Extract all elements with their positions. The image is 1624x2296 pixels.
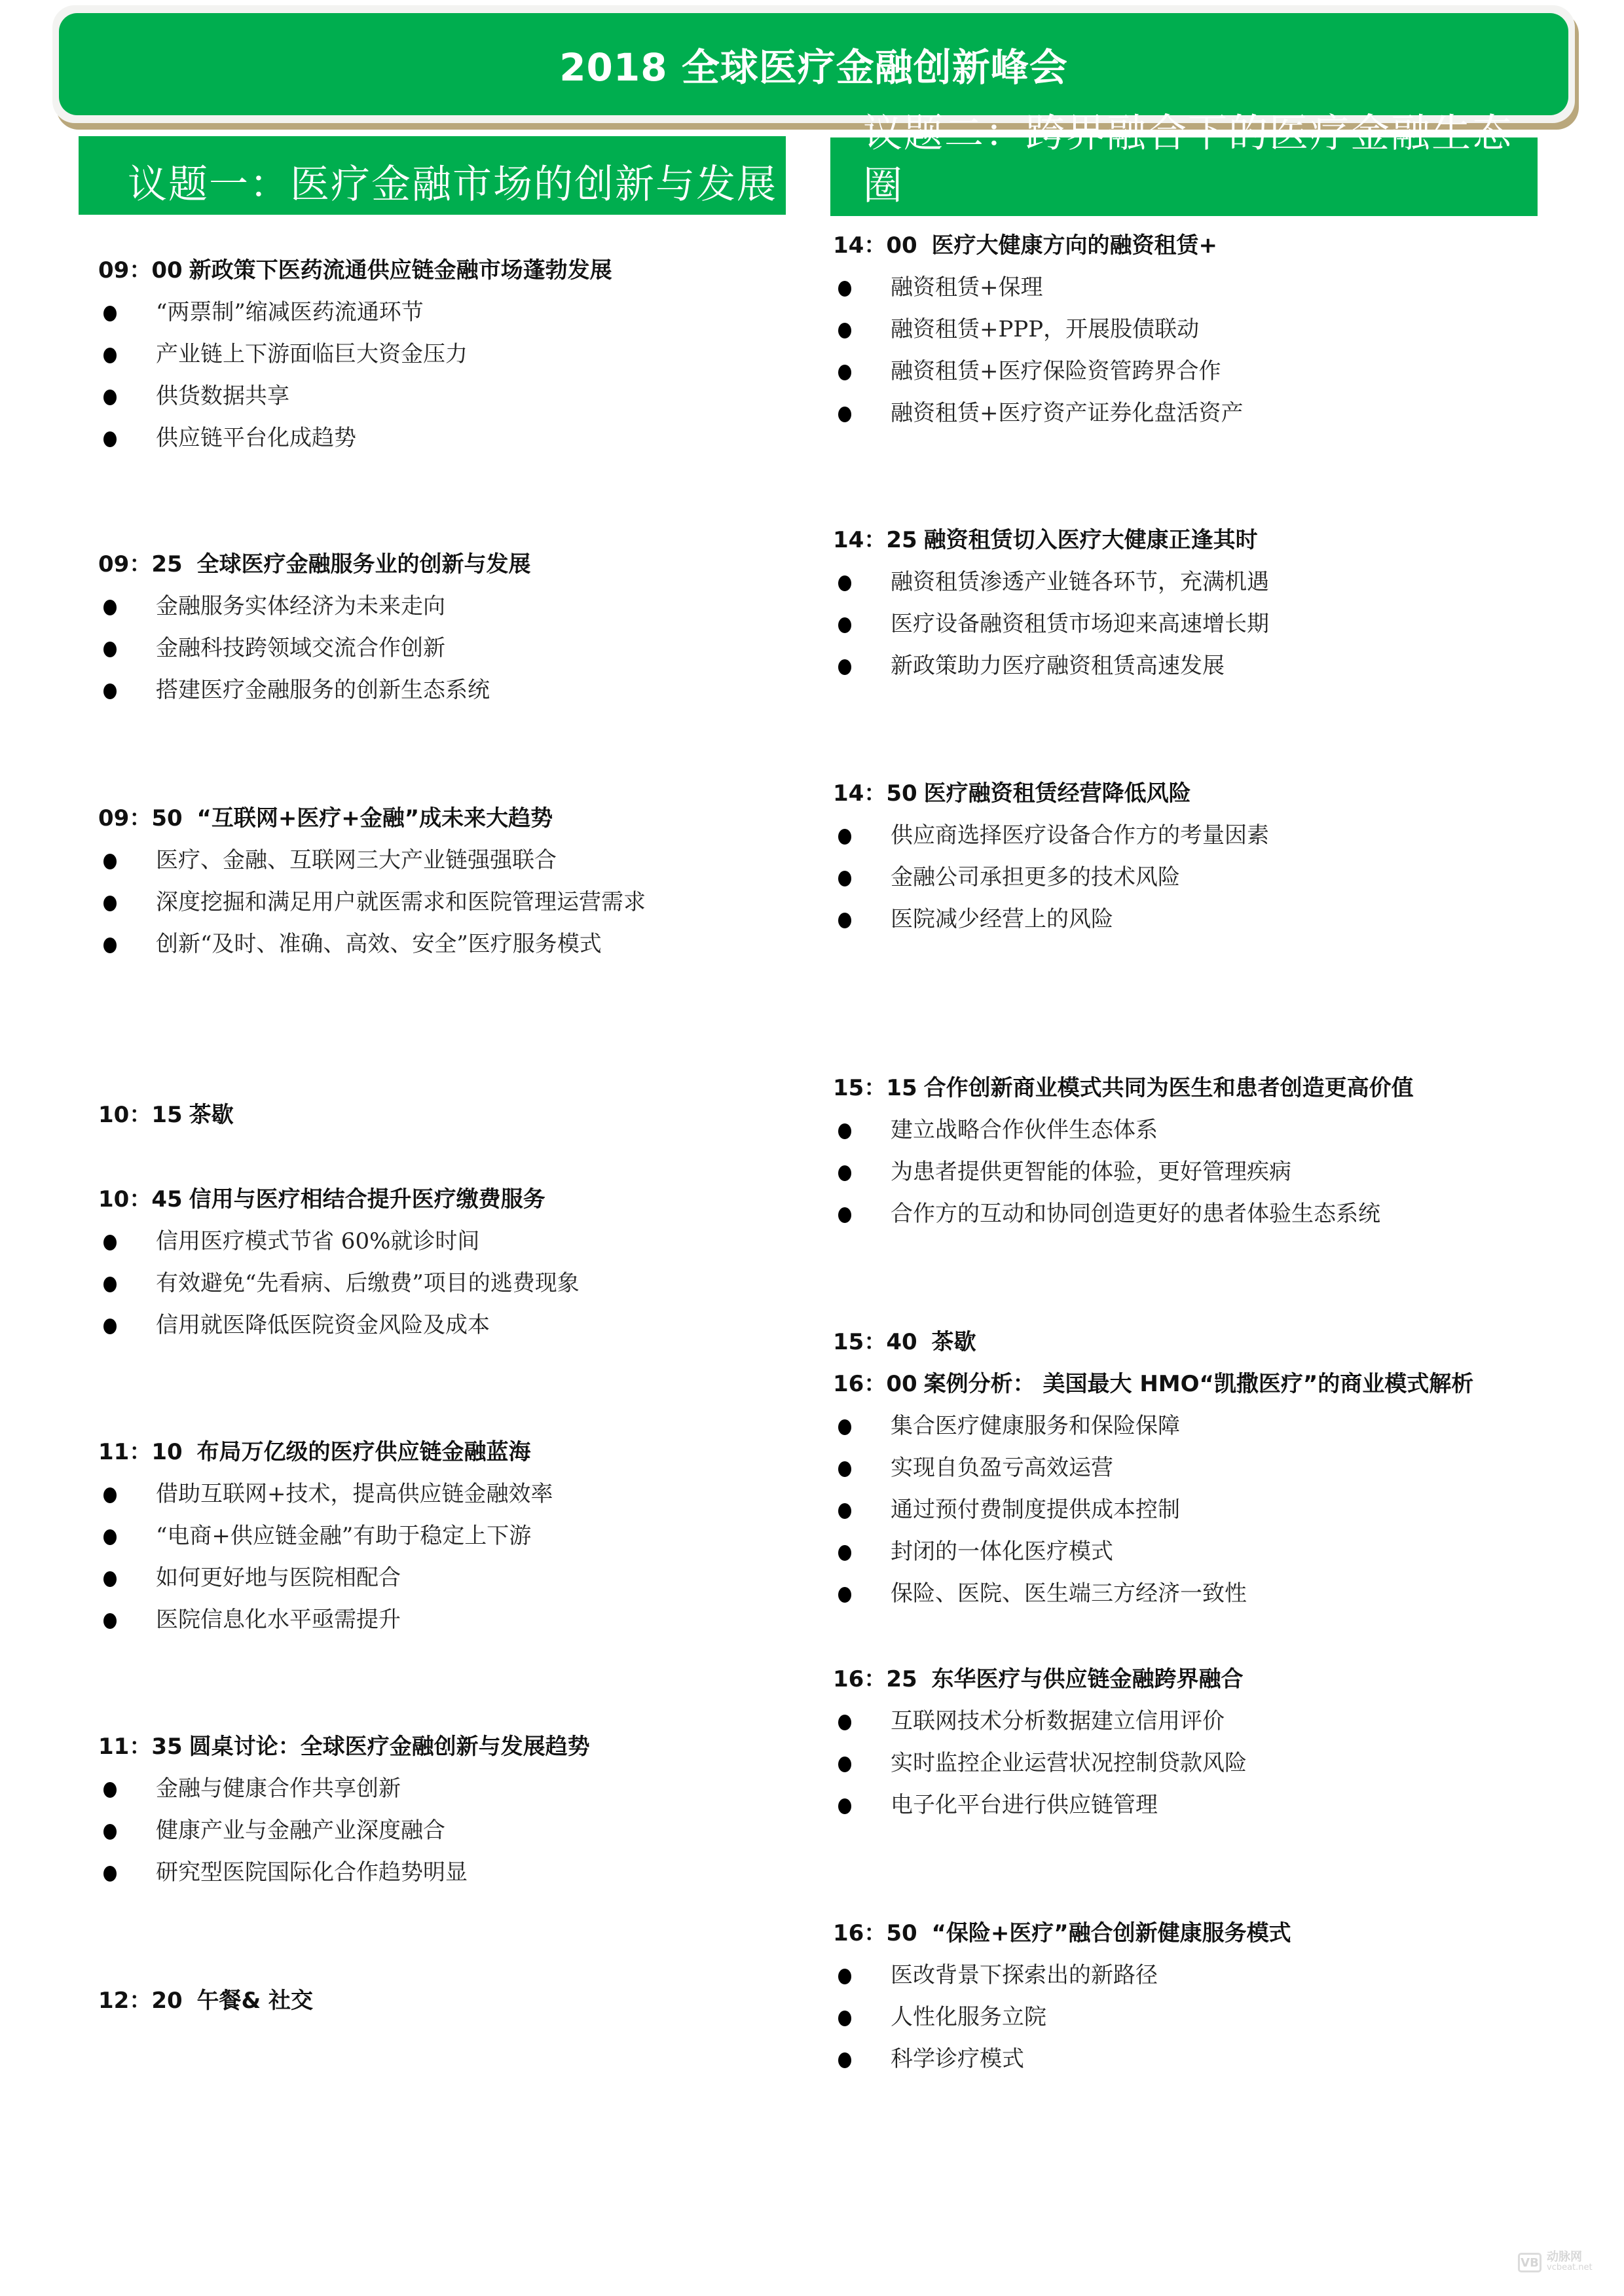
bullet-icon xyxy=(838,1587,851,1603)
list-item-text: 供应链平台化成趋势 xyxy=(156,425,356,451)
session-heading: 医疗大健康方向的融资租赁+ xyxy=(923,232,1217,259)
list-item-text: 电子化平台进行供应链管理 xyxy=(891,1792,1158,1818)
session-title xyxy=(98,1185,545,1214)
list-item-text: 医院减少经营上的风险 xyxy=(891,906,1113,932)
bullet-icon xyxy=(103,306,117,321)
session-time: 11：35 xyxy=(98,1734,183,1760)
bullet-icon xyxy=(838,871,851,886)
bullet-icon xyxy=(838,1503,851,1519)
session-heading: 案例分析： 美国最大 HMO“凯撒医疗”的商业模式解析 xyxy=(923,1371,1474,1397)
session-title xyxy=(833,1370,1473,1398)
list-item-text: 集合医疗健康服务和保险保障 xyxy=(891,1413,1180,1439)
bullet-icon xyxy=(103,896,117,911)
bullet-icon xyxy=(103,1613,117,1629)
bullet-icon xyxy=(103,938,117,953)
session-time: 09：50 xyxy=(98,805,183,831)
list-item-text: 建立战略合作伙伴生态体系 xyxy=(891,1117,1158,1143)
watermark xyxy=(1518,2252,1593,2273)
bullet-icon xyxy=(103,1824,117,1840)
list-item-text: 医疗、金融、互联网三大产业链强强联合 xyxy=(156,847,557,873)
list-item-text: “两票制”缩减医药流通环节 xyxy=(156,299,424,325)
bullet-icon xyxy=(103,854,117,869)
bullet-icon xyxy=(838,365,851,380)
list-item-text: 借助互联网+技术，提高供应链金融效率 xyxy=(156,1481,553,1507)
list-item-text: 深度挖掘和满足用户就医需求和医院管理运营需求 xyxy=(156,889,646,915)
list-item-text: 医院信息化水平亟需提升 xyxy=(156,1607,401,1633)
bullet-icon xyxy=(838,1461,851,1477)
session-time: 09：00 xyxy=(98,257,183,283)
list-item-text: 金融与健康合作共享创新 xyxy=(156,1776,401,1802)
bullet-icon xyxy=(103,642,117,657)
session-time: 11：10 xyxy=(98,1439,183,1465)
list-item-text: 创新“及时、准确、高效、安全”医疗服务模式 xyxy=(156,931,602,957)
list-item-text: 实时监控企业运营状况控制贷款风险 xyxy=(891,1750,1247,1776)
list-item-text: 人性化服务立院 xyxy=(891,2004,1046,2030)
bullet-icon xyxy=(103,1487,117,1503)
list-item-text: 为患者提供更智能的体验，更好管理疾病 xyxy=(891,1159,1291,1185)
session-time: 15：15 xyxy=(833,1075,917,1101)
bullet-icon xyxy=(103,1277,117,1292)
session-heading: 新政策下医药流通供应链金融市场蓬勃发展 xyxy=(189,257,612,283)
session-title xyxy=(833,1665,1243,1694)
bullet-icon xyxy=(838,659,851,675)
session-title xyxy=(833,231,1217,260)
session-time: 12：20 xyxy=(98,1988,183,2014)
bullet-icon xyxy=(838,281,851,297)
session-title xyxy=(833,1328,976,1357)
list-item-text: 融资租赁+医疗资产证券化盘活资产 xyxy=(891,400,1244,426)
page-title: 2018 全球医疗金融创新峰会 xyxy=(559,45,1068,90)
vcbeat-logo-icon: VB xyxy=(1518,2253,1541,2272)
bullet-icon xyxy=(838,1798,851,1814)
session-title xyxy=(98,1101,234,1129)
bullet-icon xyxy=(103,348,117,363)
list-item-text: 融资租赁+PPP，开展股债联动 xyxy=(891,316,1200,342)
session-time: 14：25 xyxy=(833,527,917,553)
list-item-text: 融资租赁+保理 xyxy=(891,274,1043,301)
bullet-icon xyxy=(103,390,117,405)
bullet-icon xyxy=(103,1571,117,1587)
list-item-text: 封闭的一体化医疗模式 xyxy=(891,1539,1113,1565)
bullet-icon xyxy=(103,1319,117,1334)
session-heading: 茶歇 xyxy=(923,1329,976,1355)
session-time: 14：00 xyxy=(833,232,917,259)
bullet-icon xyxy=(838,617,851,633)
list-item-text: 供应商选择医疗设备合作方的考量因素 xyxy=(891,822,1269,848)
session-title xyxy=(833,779,1191,808)
list-item-text: 融资租赁渗透产业链各环节，充满机遇 xyxy=(891,569,1269,595)
session-heading: “互联网+医疗+金融”成未来大趋势 xyxy=(189,805,553,831)
list-item-text: 新政策助力医疗融资租赁高速发展 xyxy=(891,653,1225,679)
list-item-text: 实现自负盈亏高效运营 xyxy=(891,1455,1113,1481)
session-title xyxy=(833,1919,1291,1948)
bullet-icon xyxy=(838,575,851,591)
bullet-icon xyxy=(838,2052,851,2068)
bullet-icon xyxy=(838,1715,851,1730)
list-item-text: 健康产业与金融产业深度融合 xyxy=(156,1817,445,1844)
session-heading: 信用与医疗相结合提升医疗缴费服务 xyxy=(189,1186,545,1212)
list-item-text: 医改背景下探索出的新路径 xyxy=(891,1962,1158,1988)
session-heading: 医疗融资租赁经营降低风险 xyxy=(923,780,1191,807)
session-heading: 茶歇 xyxy=(189,1102,234,1128)
bullet-icon xyxy=(838,2011,851,2026)
session-time: 15：40 xyxy=(833,1329,917,1355)
list-item-text: 供货数据共享 xyxy=(156,383,289,409)
list-item-text: 科学诊疗模式 xyxy=(891,2046,1024,2072)
bullet-icon xyxy=(838,1757,851,1772)
bullet-icon xyxy=(838,913,851,928)
list-item-text: 金融科技跨领域交流合作创新 xyxy=(156,635,445,661)
session-time: 16：00 xyxy=(833,1371,917,1397)
list-item-text: 合作方的互动和协同创造更好的患者体验生态系统 xyxy=(891,1201,1380,1227)
topic-title-left: 议题一：医疗金融市场的创新与发展 xyxy=(128,162,777,208)
bullet-icon xyxy=(838,829,851,845)
list-item-text: 融资租赁+医疗保险资管跨界合作 xyxy=(891,358,1221,384)
bullet-icon xyxy=(838,1545,851,1561)
topic-bar-left xyxy=(79,136,786,215)
session-time: 09：25 xyxy=(98,551,183,577)
list-item-text: 信用就医降低医院资金风险及成本 xyxy=(156,1312,490,1338)
session-title xyxy=(98,804,553,833)
topic-bar-right xyxy=(830,111,1538,216)
session-heading: 午餐& 社交 xyxy=(189,1988,313,2014)
session-heading: 圆桌讨论：全球医疗金融创新与发展趋势 xyxy=(189,1734,590,1760)
watermark-cn: 动脉网 xyxy=(1547,2250,1582,2264)
session-title xyxy=(98,256,612,285)
header-banner xyxy=(52,5,1575,123)
list-item-text: 金融服务实体经济为未来走向 xyxy=(156,593,445,619)
session-heading: 布局万亿级的医疗供应链金融蓝海 xyxy=(189,1439,531,1465)
bullet-icon xyxy=(838,1419,851,1435)
bullet-icon xyxy=(838,407,851,422)
session-heading: 融资租赁切入医疗大健康正逢其时 xyxy=(923,527,1258,553)
bullet-icon xyxy=(103,600,117,615)
bullet-icon xyxy=(838,1969,851,1984)
session-time: 10：15 xyxy=(98,1102,183,1128)
bullet-icon xyxy=(103,1235,117,1250)
list-item-text: 信用医疗模式节省 60%就诊时间 xyxy=(156,1228,480,1254)
session-heading: 全球医疗金融服务业的创新与发展 xyxy=(189,551,531,577)
list-item-text: 保险、医院、医生端三方经济一致性 xyxy=(891,1580,1247,1607)
session-title xyxy=(98,1732,590,1761)
bullet-icon xyxy=(838,1207,851,1223)
list-item-text: 搭建医疗金融服务的创新生态系统 xyxy=(156,677,490,703)
list-item-text: 有效避免“先看病、后缴费”项目的逃费现象 xyxy=(156,1270,580,1296)
list-item-text: 通过预付费制度提供成本控制 xyxy=(891,1497,1180,1523)
list-item-text: 产业链上下游面临巨大资金压力 xyxy=(156,341,468,367)
watermark-en: vcbeat.net xyxy=(1547,2263,1593,2272)
list-item-text: 医疗设备融资租赁市场迎来高速增长期 xyxy=(891,611,1269,637)
session-heading: 东华医疗与供应链金融跨界融合 xyxy=(923,1666,1244,1692)
list-item-text: 金融公司承担更多的技术风险 xyxy=(891,864,1180,890)
session-heading: 合作创新商业模式共同为医生和患者创造更高价值 xyxy=(923,1075,1414,1101)
bullet-icon xyxy=(838,323,851,338)
list-item-text: 如何更好地与医院相配合 xyxy=(156,1565,401,1591)
list-item-text: 互联网技术分析数据建立信用评价 xyxy=(891,1708,1225,1734)
session-time: 16：50 xyxy=(833,1920,917,1946)
session-heading: “保险+医疗”融合创新健康服务模式 xyxy=(923,1920,1291,1946)
session-time: 14：50 xyxy=(833,780,917,807)
bullet-icon xyxy=(838,1123,851,1139)
session-time: 16：25 xyxy=(833,1666,917,1692)
header-banner-fill xyxy=(59,13,1568,115)
bullet-icon xyxy=(103,431,117,447)
list-item-text: 研究型医院国际化合作趋势明显 xyxy=(156,1859,468,1886)
session-time: 10：45 xyxy=(98,1186,183,1212)
bullet-icon xyxy=(103,1529,117,1545)
session-title xyxy=(833,526,1258,555)
session-title xyxy=(98,550,530,579)
session-title xyxy=(98,1438,530,1467)
bullet-icon xyxy=(103,1866,117,1882)
bullet-icon xyxy=(103,1782,117,1798)
bullet-icon xyxy=(103,683,117,699)
session-title xyxy=(98,1986,313,2015)
topic-title-right: 议题二：跨界融合下的医疗金融生态圈 xyxy=(863,111,1513,209)
list-item-text: “电商+供应链金融”有助于稳定上下游 xyxy=(156,1523,532,1549)
session-title xyxy=(833,1074,1414,1102)
bullet-icon xyxy=(838,1165,851,1181)
